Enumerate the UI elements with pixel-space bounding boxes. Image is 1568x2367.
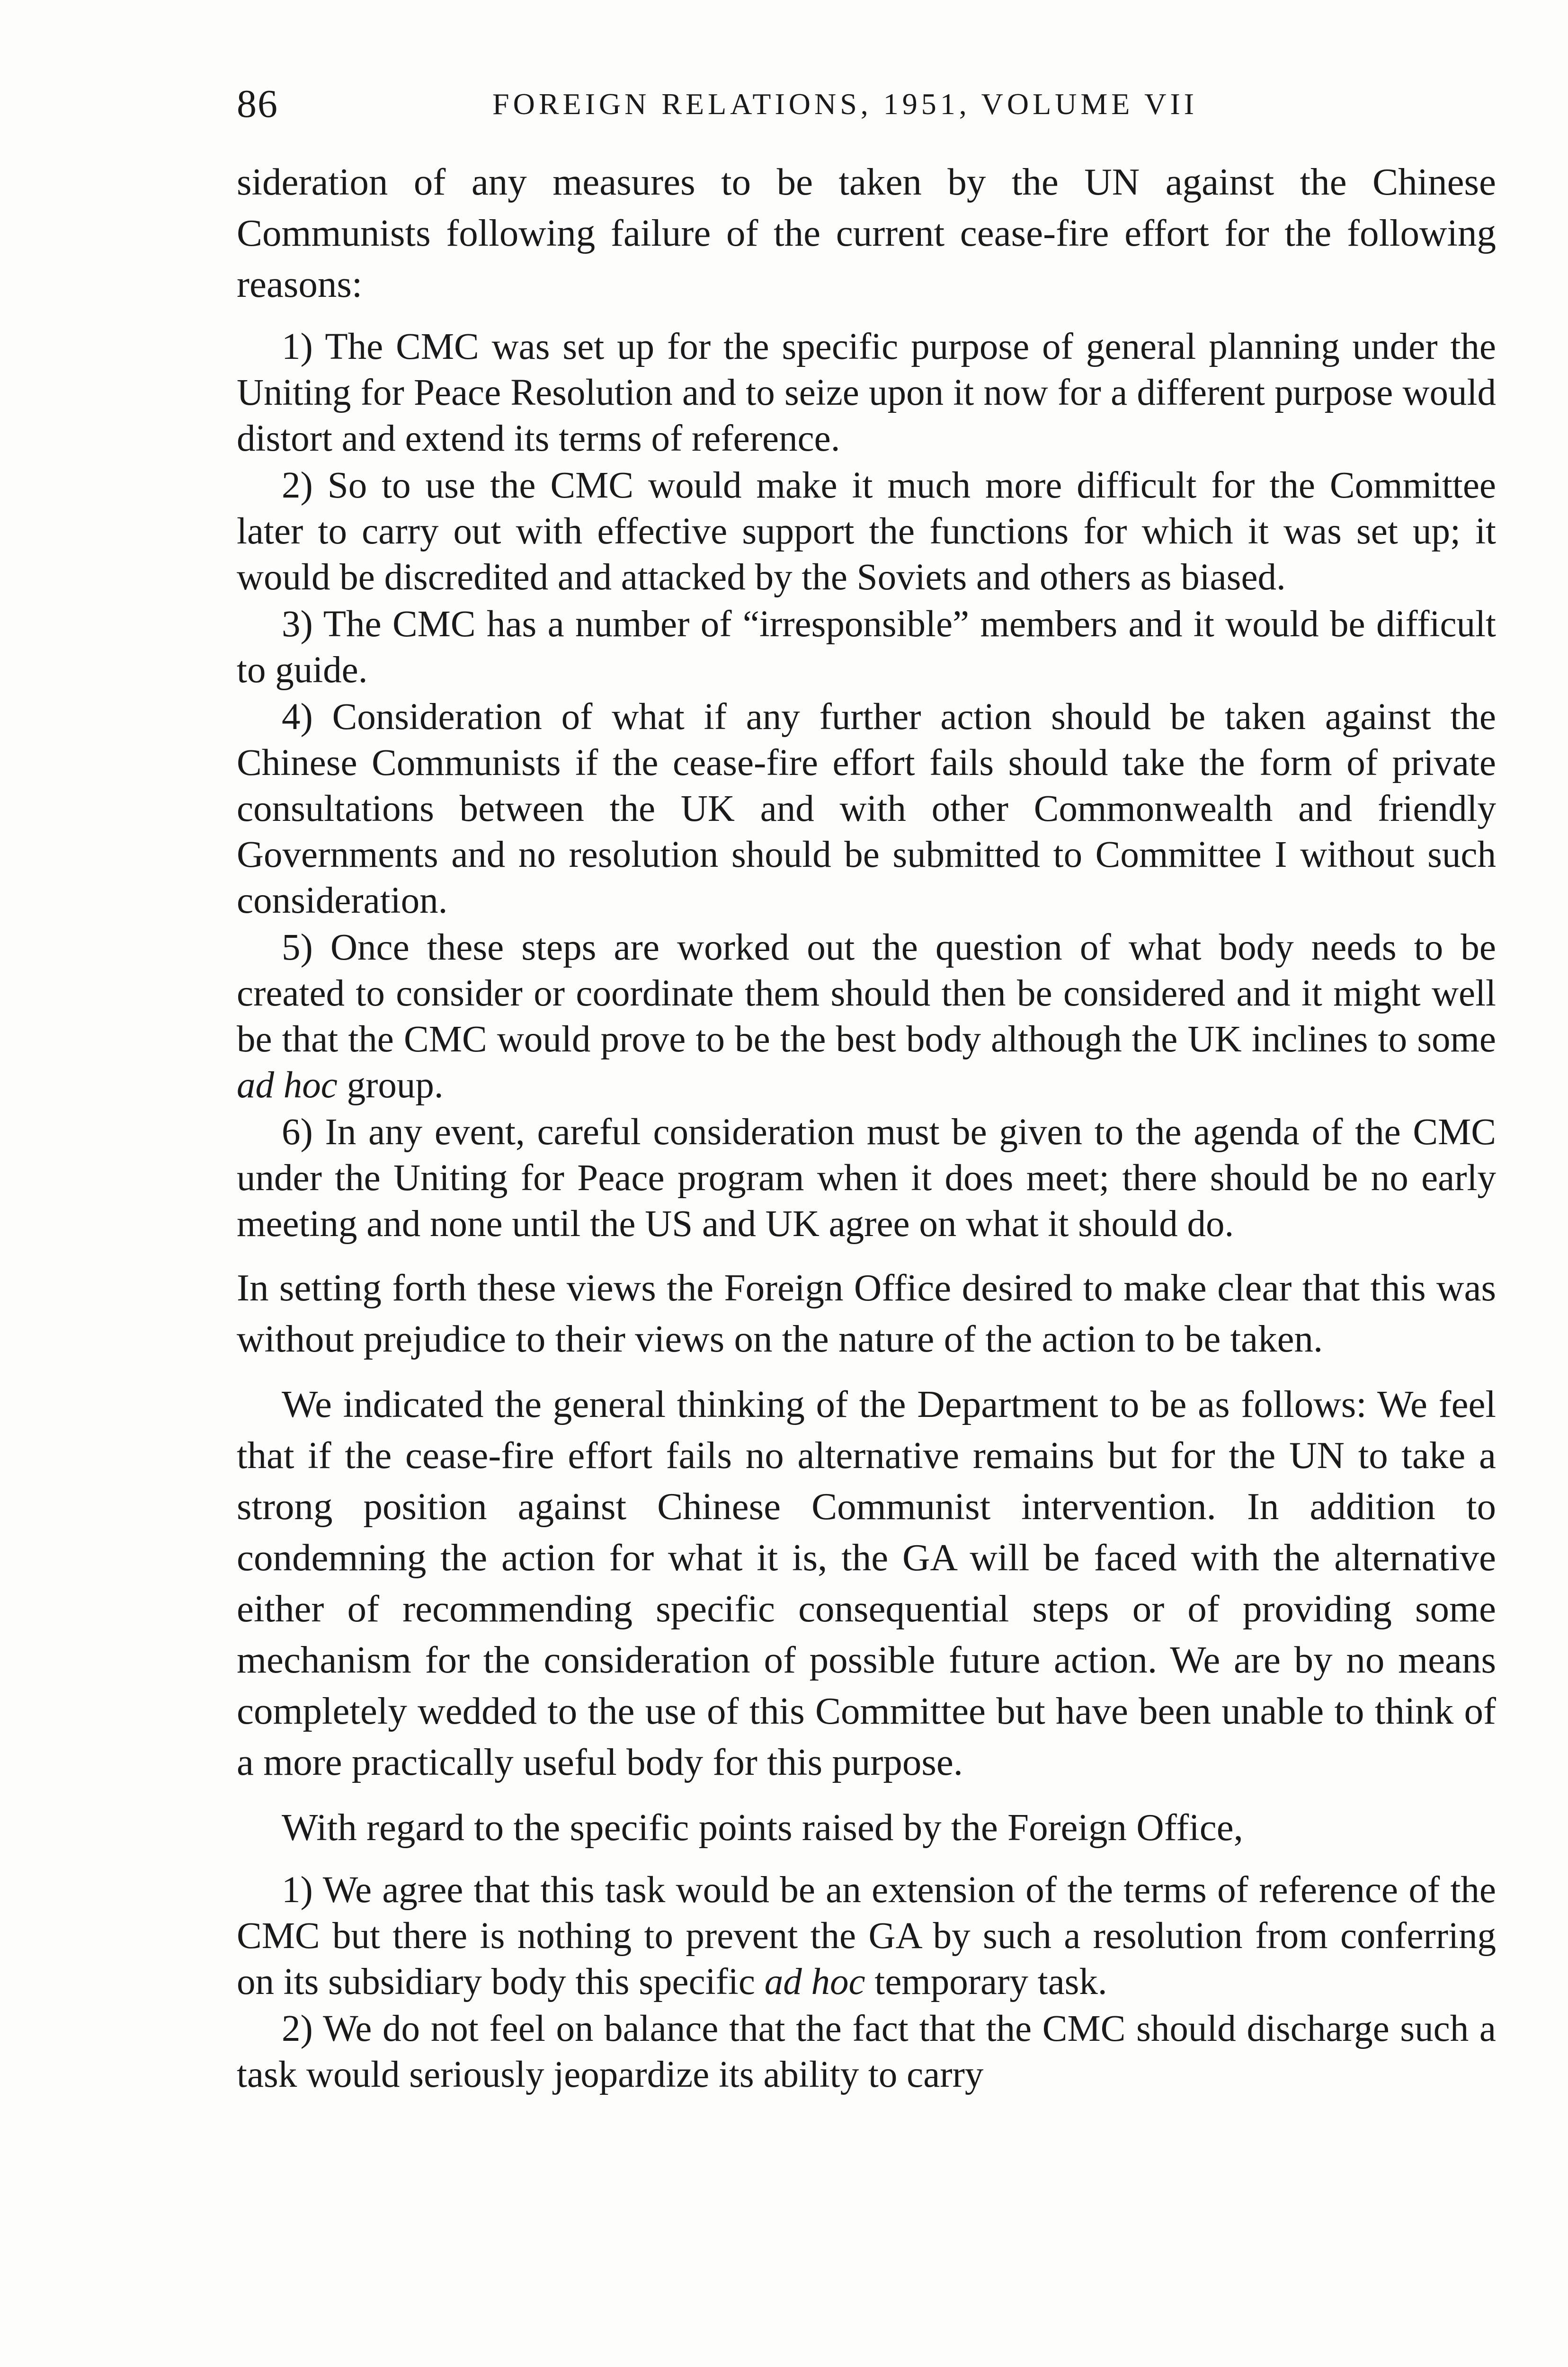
department-responses-list bbox=[237, 1867, 1496, 2098]
italic-phrase: ad hoc bbox=[237, 1065, 338, 1106]
page-number: 86 bbox=[237, 82, 278, 126]
italic-phrase: ad hoc bbox=[764, 1961, 865, 2002]
list-item: 1) The CMC was set up for the specific purpose of general planning under the Uniting for Peace Resolution and to seize upon it now for a different purpose would distort and extend its terms of reference. bbox=[237, 326, 1496, 459]
list-item bbox=[237, 925, 1496, 1108]
list-item: 3) The CMC has a number of “irresponsible” members and it would be difficult to guide. bbox=[237, 604, 1496, 691]
body-text bbox=[237, 156, 1496, 2099]
list-item bbox=[237, 1867, 1496, 2005]
list-item-tail: temporary task. bbox=[865, 1961, 1107, 2002]
list-item: 2) So to use the CMC would make it much more difficult for the Committee later to carry out with effective support the functions for which it was set up; it would be discredited and attacked by the Soviets and others as biased. bbox=[237, 465, 1496, 598]
paragraph-setting-forth: In setting forth these views the Foreign Office desired to make clear that this was without prejudice to their views on the nature of the action to be taken. bbox=[237, 1266, 1496, 1360]
list-item: 4) Consideration of what if any further action should be taken against the Chinese Communists if the cease-fire effort fails should take the form of private consultations between the UK and with other Commonwealth and friendly Governments and no resolution should be submitted to Committee I without such consideration. bbox=[237, 696, 1496, 921]
list-item-text: 5) Once these steps are worked out the question of what body needs to be created to consider or coordinate them should then be considered and it might well be that the CMC would prove to be the best body although the UK inclines to some bbox=[237, 927, 1496, 1060]
paragraph-intro: sideration of any measures to be taken by the UN against the Chinese Communists following failure of the current cease-fire effort for the following reasons: bbox=[237, 160, 1496, 305]
paragraph-department-thinking: We indicated the general thinking of the Department to be as follows: We feel that if the cease-fire effort fails no alternative remains but for the UN to take a strong position against Chinese Communist intervention. In addition to condemning the action for what it is, the GA will be faced with the alternative either of recommending specific consequential steps or of providing some mechanism for the consideration of possible future action. We are by no means completely wedded to the use of this Committee but have been unable to think of a more practically useful body for this purpose. bbox=[237, 1383, 1496, 1783]
list-item-tail: group. bbox=[337, 1065, 444, 1106]
page-header bbox=[237, 76, 1496, 133]
paragraph-with-regard: With regard to the specific points raised by the Foreign Office, bbox=[282, 1806, 1243, 1849]
list-item: 6) In any event, careful consideration must be given to the agenda of the CMC under the Uniting for Peace program when it does meet; there should be no early meeting and none until the US and UK agree on what it should do. bbox=[237, 1112, 1496, 1245]
foreign-office-reasons-list bbox=[237, 324, 1496, 1247]
running-head: FOREIGN RELATIONS, 1951, VOLUME VII bbox=[492, 87, 1198, 121]
list-item: 2) We do not feel on balance that the fact that the CMC should discharge such a task would seriously jeopardize its ability to carry bbox=[237, 2008, 1496, 2095]
list-item-text: 1) We agree that this task would be an extension of the terms of reference of the CMC but there is nothing to prevent the GA by such a resolution from conferring on its subsidiary body this specific bbox=[237, 1869, 1496, 2002]
